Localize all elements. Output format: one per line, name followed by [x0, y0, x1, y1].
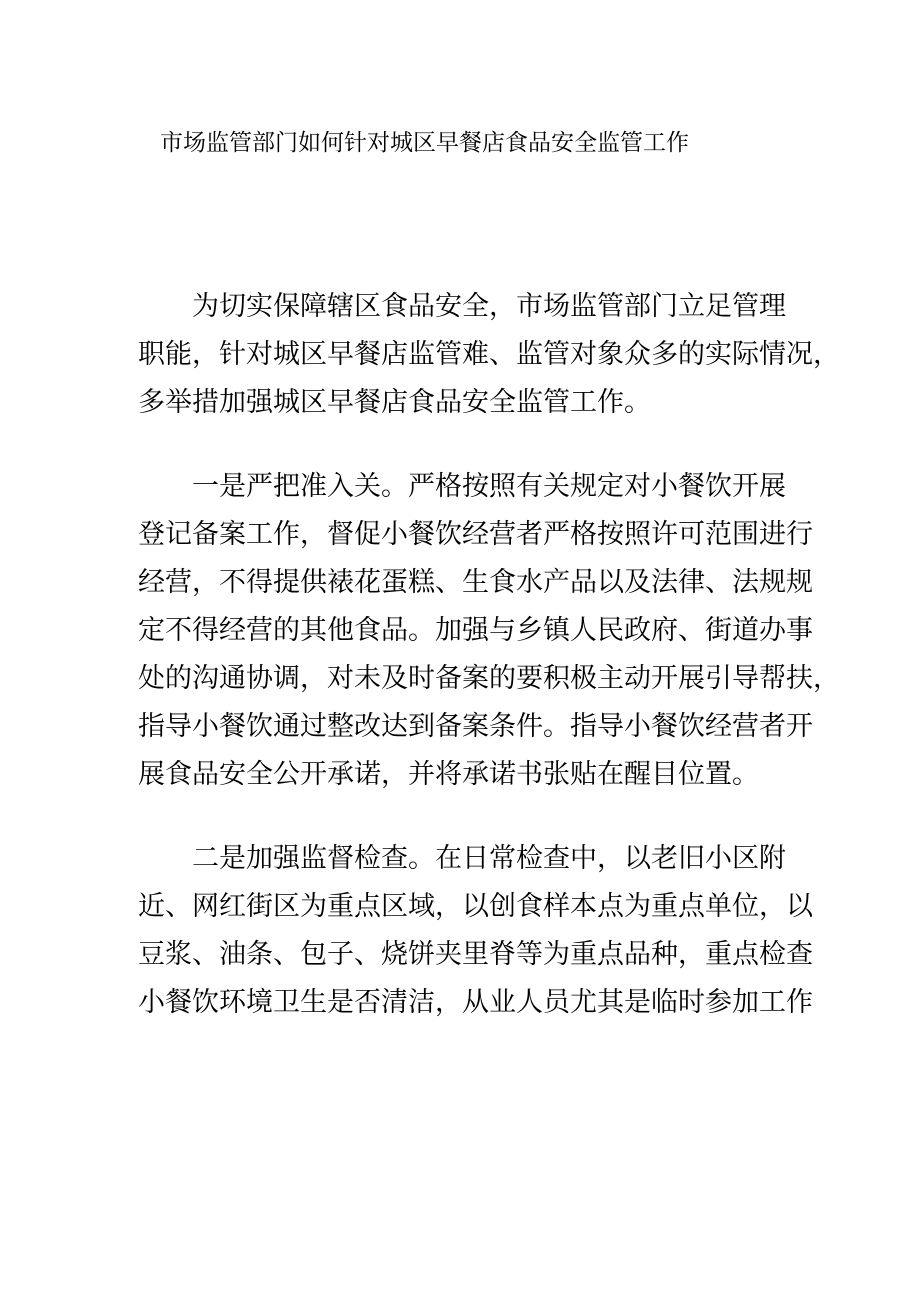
paragraph-intro [138, 283, 840, 427]
paragraph-line: 指导小餐饮通过整改达到备案条件。指导小餐饮经营者开 [138, 711, 813, 742]
paragraph-line: 一是严把准入关。严格按照有关规定对小餐饮开展 [192, 471, 786, 502]
paragraph-line: 登记备案工作，督促小餐饮经营者严格按照许可范围进行 [138, 519, 813, 550]
paragraph-line: 二是加强监督检查。在日常检查中，以老旧小区附 [192, 843, 786, 874]
paragraph-line: 经营，不得提供裱花蛋糕、生食水产品以及法律、法规规 [138, 567, 813, 598]
paragraph-access-control [138, 463, 840, 799]
paragraph-line: 处的沟通协调，对未及时备案的要积极主动开展引导帮扶， [138, 663, 840, 694]
paragraph-line: 职能，针对城区早餐店监管难、监管对象众多的实际情况， [138, 339, 840, 370]
document-body [138, 283, 840, 1061]
paragraph-line: 多举措加强城区早餐店食品安全监管工作。 [138, 387, 651, 418]
paragraph-inspection [138, 835, 813, 1027]
paragraph-line: 定不得经营的其他食品。加强与乡镇人民政府、街道办事 [138, 615, 813, 646]
paragraph-line: 豆浆、油条、包子、烧饼夹里脊等为重点品种，重点检查 [138, 939, 813, 970]
document-title: 市场监管部门如何针对城区早餐店食品安全监管工作 [160, 130, 689, 156]
paragraph-line: 近、网红街区为重点区域，以创食样本点为重点单位，以 [138, 891, 813, 922]
paragraph-line: 为切实保障辖区食品安全，市场监管部门立足管理 [192, 291, 786, 322]
paragraph-line: 展食品安全公开承诺，并将承诺书张贴在醒目位置。 [138, 759, 759, 790]
paragraph-line: 小餐饮环境卫生是否清洁，从业人员尤其是临时参加工作 [138, 987, 813, 1018]
